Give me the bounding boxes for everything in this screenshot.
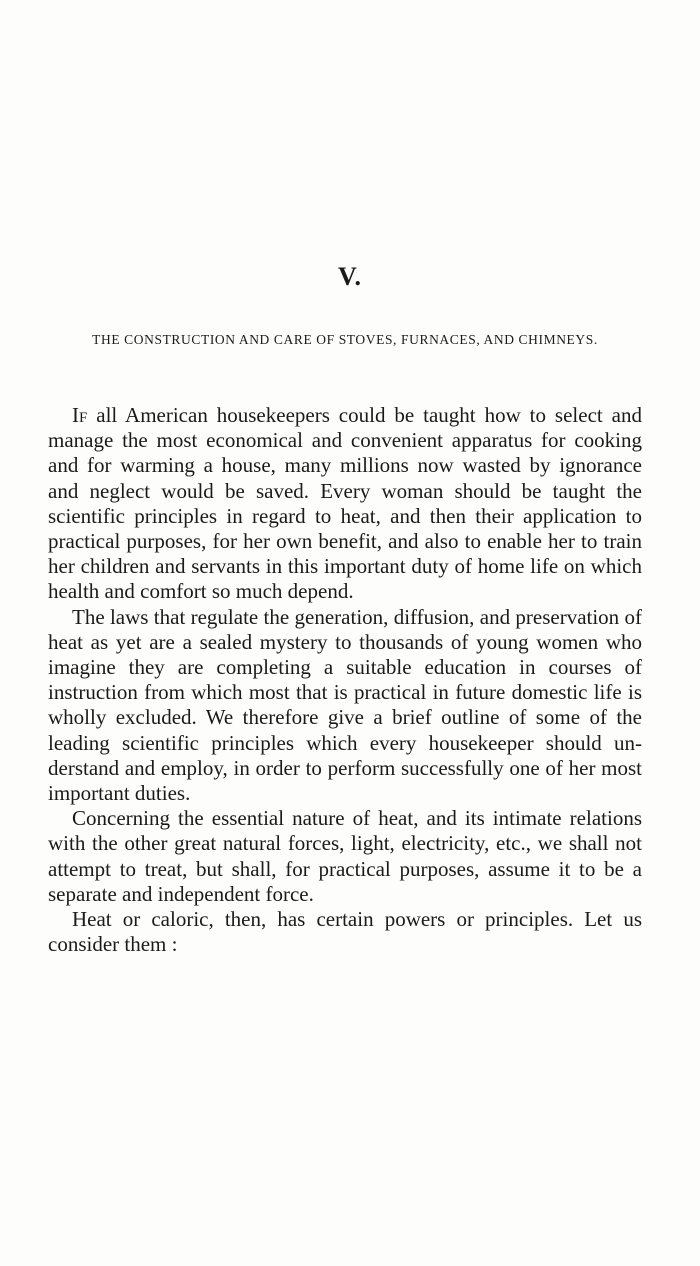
paragraph-3 <box>48 806 642 907</box>
chapter-number: V. <box>338 262 362 291</box>
paragraph-text: all American housekeepers could be taught how to select and manage the most economical and convenient apparatus for cooking and for warming a house, many millions now wasted by ignorance and neglect would be saved. Every woman should be taught the scientific principles in regard to heat, and then their application to practical purposes, for her own benefit, and also to enable her to train her children and servants in this important duty of home life on which health and comfort so much depend. <box>48 403 642 604</box>
body-text <box>48 403 642 957</box>
paragraph-2 <box>48 605 642 807</box>
paragraph-text: The laws that regulate the generation, diffusion, and preservation of heat as yet are a sealed mystery to thousands of young women who imagine they are completing a suitable education in courses of instruction from which most that is practical in future domestic life is wholly excluded. We therefore give a brief outline of some of the leading scientific principles which every housekeeper should understand and employ, in order to perform successfully one of her most important duties. <box>48 604 642 806</box>
chapter-title: THE CONSTRUCTION AND CARE OF STOVES, FURNACES, AND CHIMNEYS. <box>92 332 598 347</box>
paragraph-lead-word: If <box>72 403 88 427</box>
paragraph-text: Concerning the essential nature of heat, and its intimate relations with the other great natural forces, light, electricity, etc., we shall not attempt to treat, but shall, for practical purposes, assume it to be a separate and independent force. <box>48 806 642 906</box>
paragraph-1 <box>48 403 642 605</box>
paragraph-text: Heat or caloric, then, has certain powers or principles. Let us consider them : <box>48 907 642 957</box>
paragraph-4 <box>48 907 642 957</box>
